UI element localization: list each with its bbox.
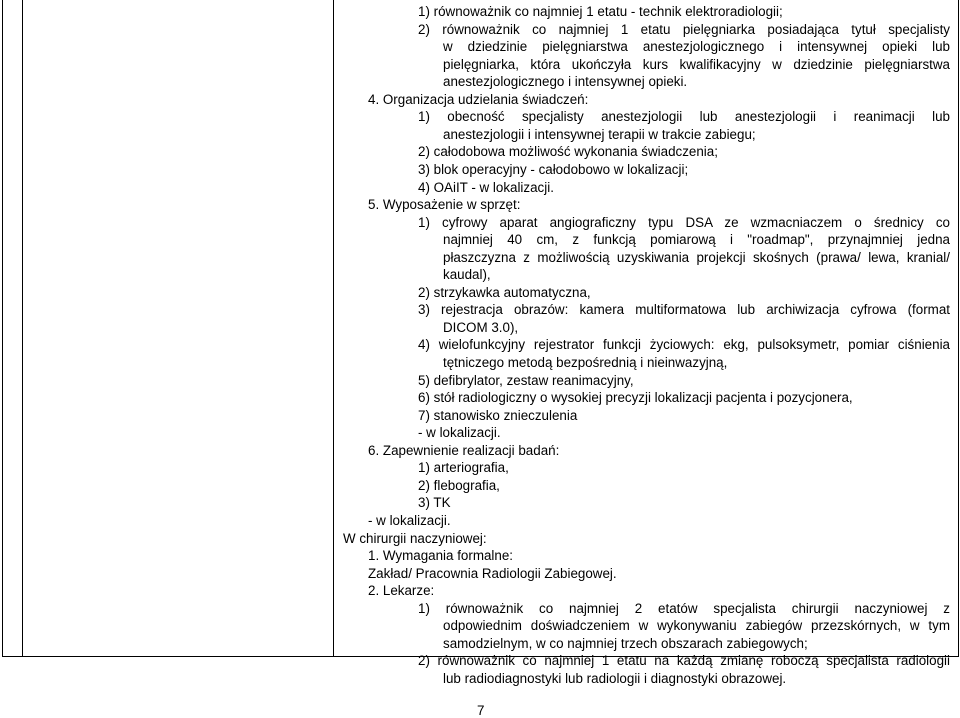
text-line: - w lokalizacji.	[368, 512, 451, 528]
text-line: 1) obecność specjalisty anestezjologii lub anestezjologii i reanimacji lub	[418, 109, 950, 125]
column-divider-left	[22, 0, 23, 657]
column-divider	[333, 0, 334, 657]
text-line: odpowiednim doświadczeniem w wykonywaniu zabiegów przezskórnych, w tym	[443, 618, 950, 634]
text-line: 6) stół radiologiczny o wysokiej precyzji lokalizacji pacjenta i pozycjonera,	[418, 390, 853, 406]
text-line: 1) równoważnik co najmniej 2 etatów specjalista chirurgii naczyniowej z	[418, 600, 950, 616]
text-line: pielęgniarka, która ukończyła kurs kwalifikacyjny w dziedzinie pielęgniarstwa	[443, 56, 950, 72]
text-line: kaudal),	[443, 267, 491, 283]
page-number: 7	[477, 703, 485, 718]
text-line: 3) rejestracja obrazów: kamera multiformatowa lub archiwizacja cyfrowa (format	[418, 302, 950, 318]
text-line: 2) równoważnik co najmniej 1 etatu na każdą zmianę roboczą specjalista radiologii	[418, 653, 950, 669]
text-line: samodzielnym, w co najmniej trzech obszarach zabiegowych;	[443, 635, 808, 651]
text-line: 5) defibrylator, zestaw reanimacyjny,	[418, 372, 634, 388]
text-line: 2) równoważnik co najmniej 1 etatu pielęgniarka posiadająca tytuł specjalisty	[418, 21, 950, 37]
text-line: 3) blok operacyjny - całodobowo w lokalizacji;	[418, 161, 689, 177]
text-line: 1) cyfrowy aparat angiograficzny typu DSA ze wzmacniaczem o średnicy co	[418, 214, 950, 230]
text-line: 6. Zapewnienie realizacji badań:	[368, 442, 560, 458]
text-line: anestezjologicznego i intensywnej opieki.	[443, 74, 688, 90]
text-line: 4) wielofunkcyjny rejestrator funkcji życiowych: ekg, pulsoksymetr, pomiar ciśnienia	[418, 337, 950, 353]
text-line: 5. Wyposażenie w sprzęt:	[368, 197, 521, 213]
text-line: DICOM 3.0),	[443, 319, 519, 335]
text-line: 4) OAiIT - w lokalizacji.	[418, 179, 554, 195]
text-line: płaszczyzna z możliwością uzyskiwania projekcji skośnych (prawa/ lewa, kranial/	[443, 249, 950, 265]
text-line: 4. Organizacja udzielania świadczeń:	[368, 91, 589, 107]
text-line: w dziedzinie pielęgniarstwa anestezjologicznego i intensywnej opieki lub	[443, 39, 950, 55]
text-line: anestezjologii i intensywnej terapii w trakcie zabiegu;	[443, 126, 756, 142]
text-line: 2. Lekarze:	[368, 583, 435, 599]
text-line: W chirurgii naczyniowej:	[343, 530, 487, 546]
text-line: - w lokalizacji.	[418, 425, 501, 441]
text-line: Zakład/ Pracownia Radiologii Zabiegowej.	[368, 565, 617, 581]
text-line: 2) flebografia,	[418, 477, 500, 493]
text-line: 2) całodobowa możliwość wykonania świadczenia;	[418, 144, 718, 160]
text-line: 7) stanowisko znieczulenia	[418, 407, 578, 423]
text-line: najmniej 40 cm, z funkcją pomiarową i "roadmap", przynajmniej jedna	[443, 232, 950, 248]
text-line: 1. Wymagania formalne:	[368, 548, 514, 564]
text-line: 2) strzykawka automatyczna,	[418, 284, 591, 300]
text-line: tętniczego metodą bezpośrednią i nieinwazyjną,	[443, 355, 728, 370]
text-line: lub radiodiagnostyki lub radiologii i diagnostyki obrazowej.	[443, 670, 787, 686]
text-line: 1) równoważnik co najmniej 1 etatu - technik elektroradiologii;	[418, 4, 783, 19]
text-line: 1) arteriografia,	[418, 460, 509, 476]
text-line: 3) TK	[418, 495, 451, 511]
